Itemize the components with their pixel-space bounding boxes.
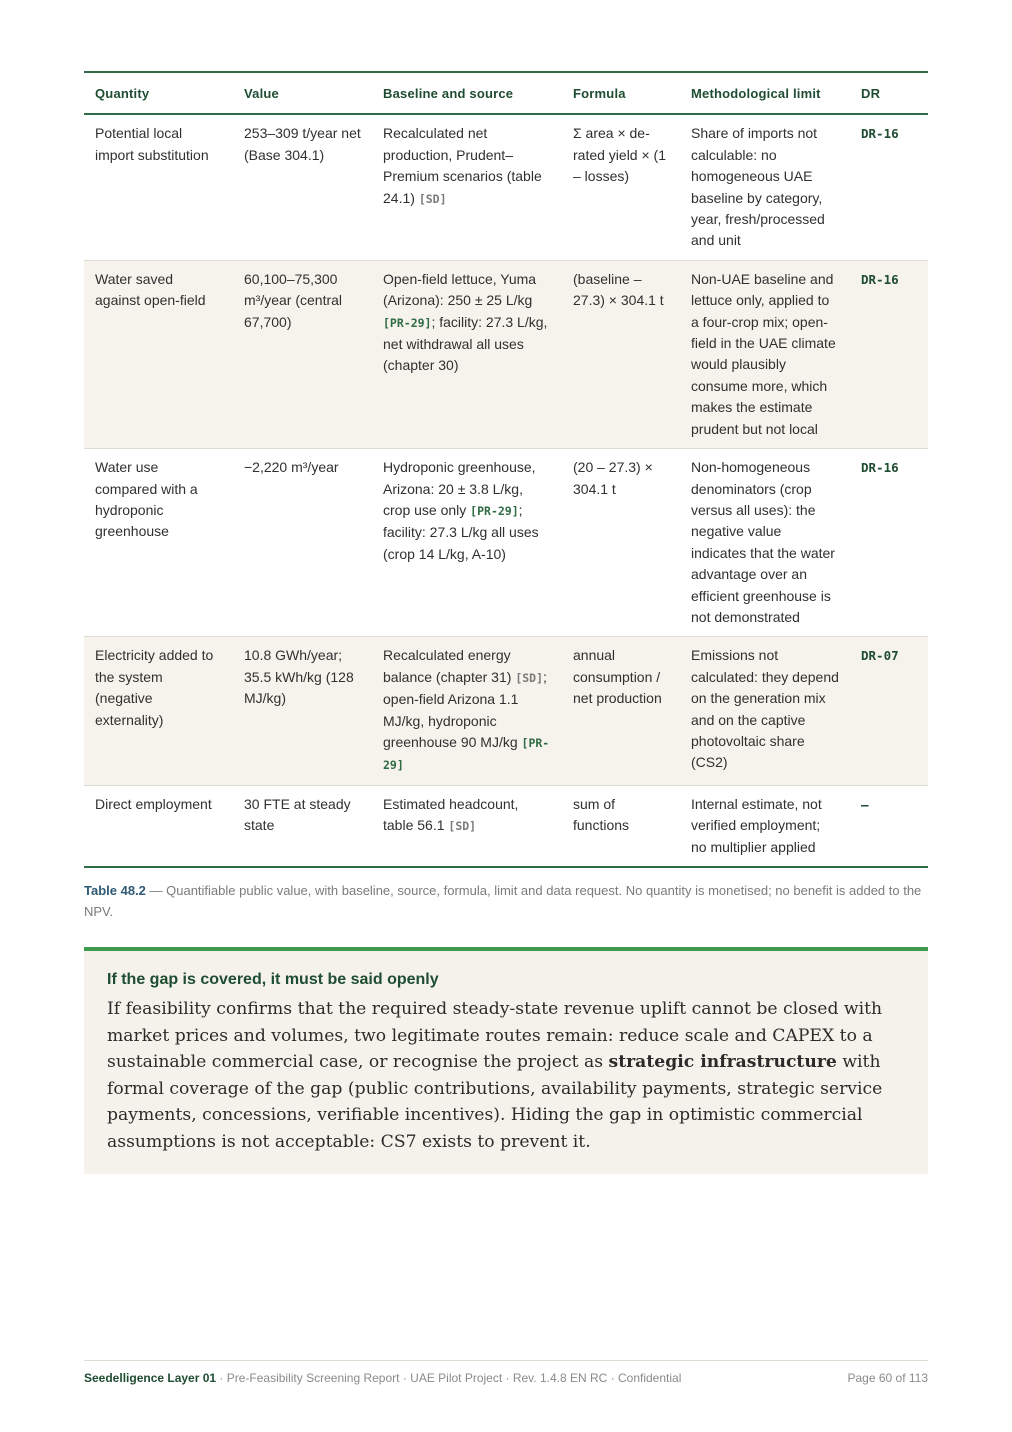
page-footer <box>84 1360 928 1385</box>
baseline-text: Estimated headcount, table 56.1 <box>383 795 519 834</box>
cell-value: 60,100–75,300 m³/year (central 67,700) <box>233 260 372 448</box>
cell-value: 30 FTE at steady state <box>233 785 372 867</box>
baseline-text: Recalculated net production, Prudent–Premium scenarios (table 24.1) <box>383 125 542 206</box>
cell-baseline <box>372 785 562 867</box>
baseline-text: ; facility: 27.3 L/kg, net withdrawal all uses (chapter 30) <box>383 313 548 374</box>
header-quantity: Quantity <box>84 72 233 114</box>
caption-label: Table 48.2 <box>84 883 146 898</box>
cell-baseline <box>372 114 562 260</box>
cell-baseline <box>372 449 562 637</box>
callout-emphasis: strategic infrastructure <box>608 1052 837 1073</box>
cell-quantity: Electricity added to the system (negative externality) <box>84 637 233 785</box>
data-request-code: DR-16 <box>861 460 899 476</box>
source-ref: [SD] <box>515 670 544 685</box>
table-row <box>84 637 928 785</box>
cell-value: 253–309 t/year net (Base 304.1) <box>233 114 372 260</box>
cell-limit: Non-homogeneous denominators (crop versus all uses): the negative value indicates that the water advantage over an efficient greenhouse is not demonstrated <box>680 449 850 637</box>
table-row <box>84 114 928 260</box>
cell-value: −2,220 m³/year <box>233 449 372 637</box>
cell-limit: Share of imports not calculable: no homogeneous UAE baseline by category, year, fresh/processed and unit <box>680 114 850 260</box>
cell-quantity: Water saved against open-field <box>84 260 233 448</box>
table-row <box>84 785 928 867</box>
data-request-code: DR-07 <box>861 648 899 664</box>
page-content <box>84 71 928 1174</box>
cell-limit: Emissions not calculated: they depend on the generation mix and on the captive photovoltaic share (CS2) <box>680 637 850 785</box>
table-caption <box>84 880 928 922</box>
callout-text: If feasibility confirms that the required steady-state revenue uplift cannot be closed with market prices and volumes, two legitimate routes remain: reduce scale and CAPEX to a sustainable commercial case, or recognise the project as <box>107 999 883 1073</box>
source-ref: [SD] <box>448 819 477 834</box>
callout-text: with formal coverage of the gap (public contributions, availability payments, strategic service payments, concessions, verifiable incentives). Hiding the gap in optimistic commercial assumptions is not acceptable: CS7 exists to prevent it. <box>107 1052 883 1152</box>
baseline-text: Open-field lettuce, Yuma (Arizona): 250 ± 25 L/kg <box>383 270 537 309</box>
caption-text: — Quantifiable public value, with baseline, source, formula, limit and data request. No quantity is monetised; no benefit is added to the NPV. <box>84 883 922 919</box>
cell-dr <box>850 637 928 785</box>
source-ref: [PR-29] <box>383 315 432 330</box>
callout-body <box>107 996 905 1156</box>
cell-limit: Non-UAE baseline and lettuce only, applied to a four-crop mix; open-field in the UAE climate would plausibly consume more, which makes the estimate prudent but not local <box>680 260 850 448</box>
header-baseline: Baseline and source <box>372 72 562 114</box>
source-ref: [SD] <box>418 191 447 206</box>
header-limit: Methodological limit <box>680 72 850 114</box>
page-number: Page 60 of 113 <box>847 1371 928 1385</box>
table-row <box>84 260 928 448</box>
data-request-code: DR-16 <box>861 126 899 142</box>
source-ref: [PR-29] <box>383 735 550 773</box>
cell-formula: (20 – 27.3) × 304.1 t <box>562 449 680 637</box>
cell-formula: sum of functions <box>562 785 680 867</box>
cell-dr <box>850 449 928 637</box>
data-request-code: DR-16 <box>861 271 899 287</box>
cell-value: 10.8 GWh/year; 35.5 kWh/kg (128 MJ/kg) <box>233 637 372 785</box>
cell-dr <box>850 114 928 260</box>
header-value: Value <box>233 72 372 114</box>
cell-dr <box>850 785 928 867</box>
table-row <box>84 449 928 637</box>
cell-formula: (baseline – 27.3) × 304.1 t <box>562 260 680 448</box>
header-formula: Formula <box>562 72 680 114</box>
cell-baseline <box>372 260 562 448</box>
baseline-text: ; open-field Arizona 1.1 MJ/kg, hydroponic greenhouse 90 MJ/kg <box>383 668 547 750</box>
footer-left <box>84 1371 681 1385</box>
cell-quantity: Direct employment <box>84 785 233 867</box>
cell-formula: annual consumption / net production <box>562 637 680 785</box>
table-header-row <box>84 72 928 114</box>
callout-box <box>84 947 928 1174</box>
footer-meta: · Pre-Feasibility Screening Report · UAE Pilot Project · Rev. 1.4.8 EN RC · Confidential <box>216 1371 682 1385</box>
data-request-code: — <box>861 796 869 812</box>
baseline-text: Recalculated energy balance (chapter 31) <box>383 647 512 685</box>
source-ref: [PR-29] <box>470 503 519 518</box>
baseline-text: ; facility: 27.3 L/kg all uses (crop 14 L/kg, A-10) <box>383 501 539 562</box>
cell-quantity: Potential local import substitution <box>84 114 233 260</box>
header-dr: DR <box>850 72 928 114</box>
cell-formula: Σ area × de-rated yield × (1 – losses) <box>562 114 680 260</box>
public-value-table <box>84 71 928 868</box>
cell-dr <box>850 260 928 448</box>
baseline-text: Hydroponic greenhouse, Arizona: 20 ± 3.8 L/kg, crop use only <box>383 459 536 518</box>
footer-brand: Seedelligence Layer 01 <box>84 1371 217 1385</box>
cell-baseline <box>372 637 562 785</box>
callout-title: If the gap is covered, it must be said openly <box>107 971 439 988</box>
cell-quantity: Water use compared with a hydroponic greenhouse <box>84 449 233 637</box>
cell-limit: Internal estimate, not verified employment; no multiplier applied <box>680 785 850 867</box>
